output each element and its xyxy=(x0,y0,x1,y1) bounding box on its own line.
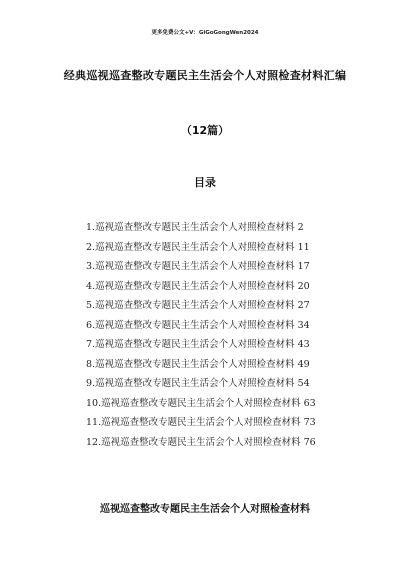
toc-entry[interactable]: 1.巡视巡查整改专题民主生活会个人对照检查材料 2 xyxy=(86,222,304,233)
toc-entry[interactable]: 8.巡视巡查整改专题民主生活会个人对照检查材料 49 xyxy=(86,358,310,370)
toc-entry[interactable]: 3.巡视巡查整改专题民主生活会个人对照检查材料 17 xyxy=(86,261,310,272)
header-note: 更多免费公文+V：GiGoGongWen2024 xyxy=(151,30,259,36)
toc-entry[interactable]: 5.巡视巡查整改专题民主生活会个人对照检查材料 27 xyxy=(86,300,310,311)
toc-entry[interactable]: 7.巡视巡查整改专题民主生活会个人对照检查材料 43 xyxy=(86,339,310,350)
section-heading: 巡视巡查整改专题民主生活会个人对照检查材料 xyxy=(100,504,310,515)
toc-entry[interactable]: 12.巡视巡查整改专题民主生活会个人对照检查材料 76 xyxy=(86,436,316,448)
toc-entry[interactable]: 6.巡视巡查整改专题民主生活会个人对照检查材料 34 xyxy=(86,319,310,331)
document-title: 经典巡视巡查整改专题民主生活会个人对照检查材料汇编 xyxy=(63,69,347,82)
toc-entry[interactable]: 11.巡视巡查整改专题民主生活会个人对照检查材料 73 xyxy=(86,417,316,428)
toc-entry[interactable]: 9.巡视巡查整改专题民主生活会个人对照检查材料 54 xyxy=(86,378,310,389)
table-of-contents xyxy=(86,222,316,456)
toc-entry[interactable]: 4.巡视巡查整改专题民主生活会个人对照检查材料 20 xyxy=(86,280,310,292)
toc-entry[interactable]: 10.巡视巡查整改专题民主生活会个人对照检查材料 63 xyxy=(86,397,316,409)
toc-heading: 目录 xyxy=(194,176,216,189)
toc-entry[interactable]: 2.巡视巡查整改专题民主生活会个人对照检查材料 11 xyxy=(86,241,310,253)
article-count: （12篇） xyxy=(180,124,230,137)
